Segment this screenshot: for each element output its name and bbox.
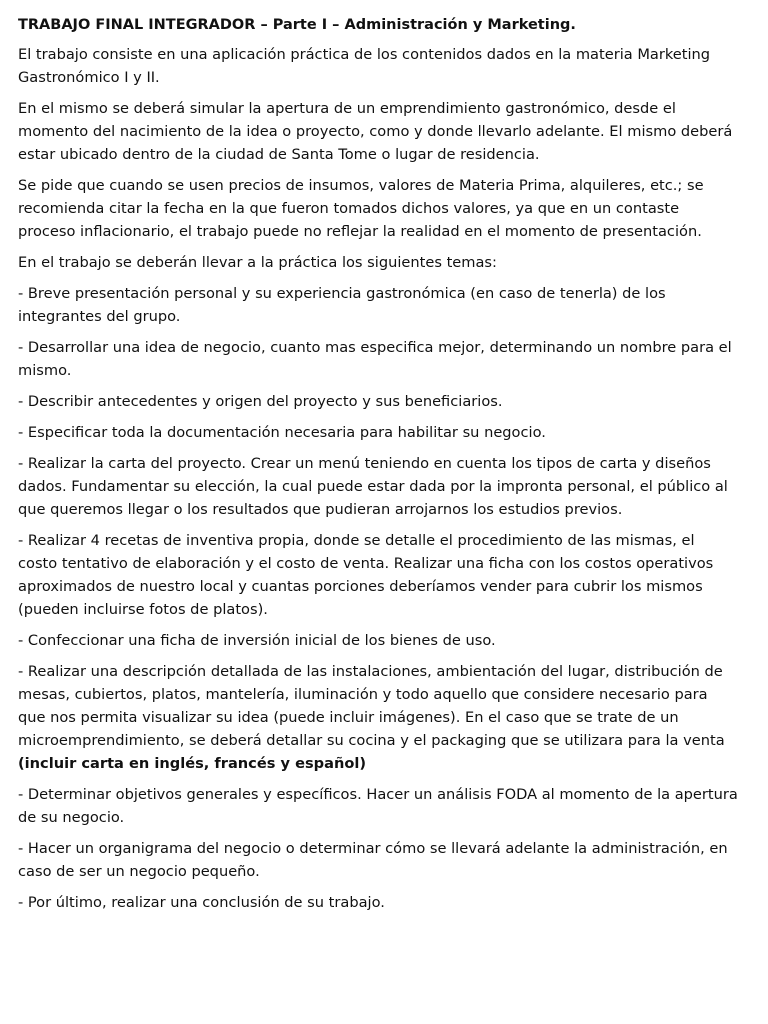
list-item-recipes: - Realizar 4 recetas de inventiva propia, donde se detalle el procedimiento de las mismas, el costo tentativo de elaboración y el costo de venta. Realizar una ficha con los costos operativos aproximados de nuestro local y cuantas porciones deberíamos vender para cubrir los mismos (pueden incluirse fotos de platos). — [18, 532, 714, 618]
list-item-org-chart: - Hacer un organigrama del negocio o determinar cómo se llevará adelante la administración, en caso de ser un negocio pequeño. — [18, 840, 728, 880]
list-item-conclusion: - Por último, realizar una conclusión de su trabajo. — [18, 894, 385, 911]
paragraph-intro: El trabajo consiste en una aplicación práctica de los contenidos dados en la materia Marketing Gastronómico I y II. — [18, 46, 711, 86]
list-item-menu: - Realizar la carta del proyecto. Crear un menú teniendo en cuenta los tipos de carta y diseños dados. Fundamentar su elección, la cual puede estar dada por la impronta personal, el público al que queremos llegar o los resultados que pudieran arrojarnos los estudios previos. — [18, 455, 728, 518]
installations-text: - Realizar una descripción detallada de las instalaciones, ambientación del lugar, distribución de mesas, cubiertos, platos, mantelería, iluminación y todo aquello que considere necesario para que nos permita visualizar su idea (puede incluir imágenes). En el caso que se trate de un microemprendimiento, se deberá detallar su cocina y el packaging que se utilizara para la venta — [18, 663, 725, 749]
list-item-business-idea: - Desarrollar una idea de negocio, cuanto mas especifica mejor, determinando un nombre para el mismo. — [18, 339, 732, 379]
list-item-presentation: - Breve presentación personal y su experiencia gastronómica (en caso de tenerla) de los integrantes del grupo. — [18, 285, 666, 325]
document-title: TRABAJO FINAL INTEGRADOR – Parte I – Administración y Marketing. — [18, 17, 576, 33]
installations-bold-note: (incluir carta en inglés, francés y español) — [18, 755, 367, 772]
list-item-installations — [18, 660, 738, 775]
paragraph-topics-intro: En el trabajo se deberán llevar a la práctica los siguientes temas: — [18, 254, 497, 271]
list-item-investment: - Confeccionar una ficha de inversión inicial de los bienes de uso. — [18, 632, 496, 649]
paragraph-simulation: En el mismo se deberá simular la apertura de un emprendimiento gastronómico, desde el momento del nacimiento de la idea o proyecto, como y donde llevarlo adelante. El mismo deberá estar ubicado dentro de la ciudad de Santa Tome o lugar de residencia. — [18, 100, 733, 163]
list-item-background: - Describir antecedentes y origen del proyecto y sus beneficiarios. — [18, 393, 503, 410]
paragraph-prices: Se pide que cuando se usen precios de insumos, valores de Materia Prima, alquileres, etc.; se recomienda citar la fecha en la que fueron tomados dichos valores, ya que en un contaste proceso inflacionario, el trabajo puede no reflejar la realidad en el momento de presentación. — [18, 177, 704, 240]
list-item-objectives: - Determinar objetivos generales y específicos. Hacer un análisis FODA al momento de la apertura de su negocio. — [18, 786, 738, 826]
list-item-documentation: - Especificar toda la documentación necesaria para habilitar su negocio. — [18, 424, 546, 441]
